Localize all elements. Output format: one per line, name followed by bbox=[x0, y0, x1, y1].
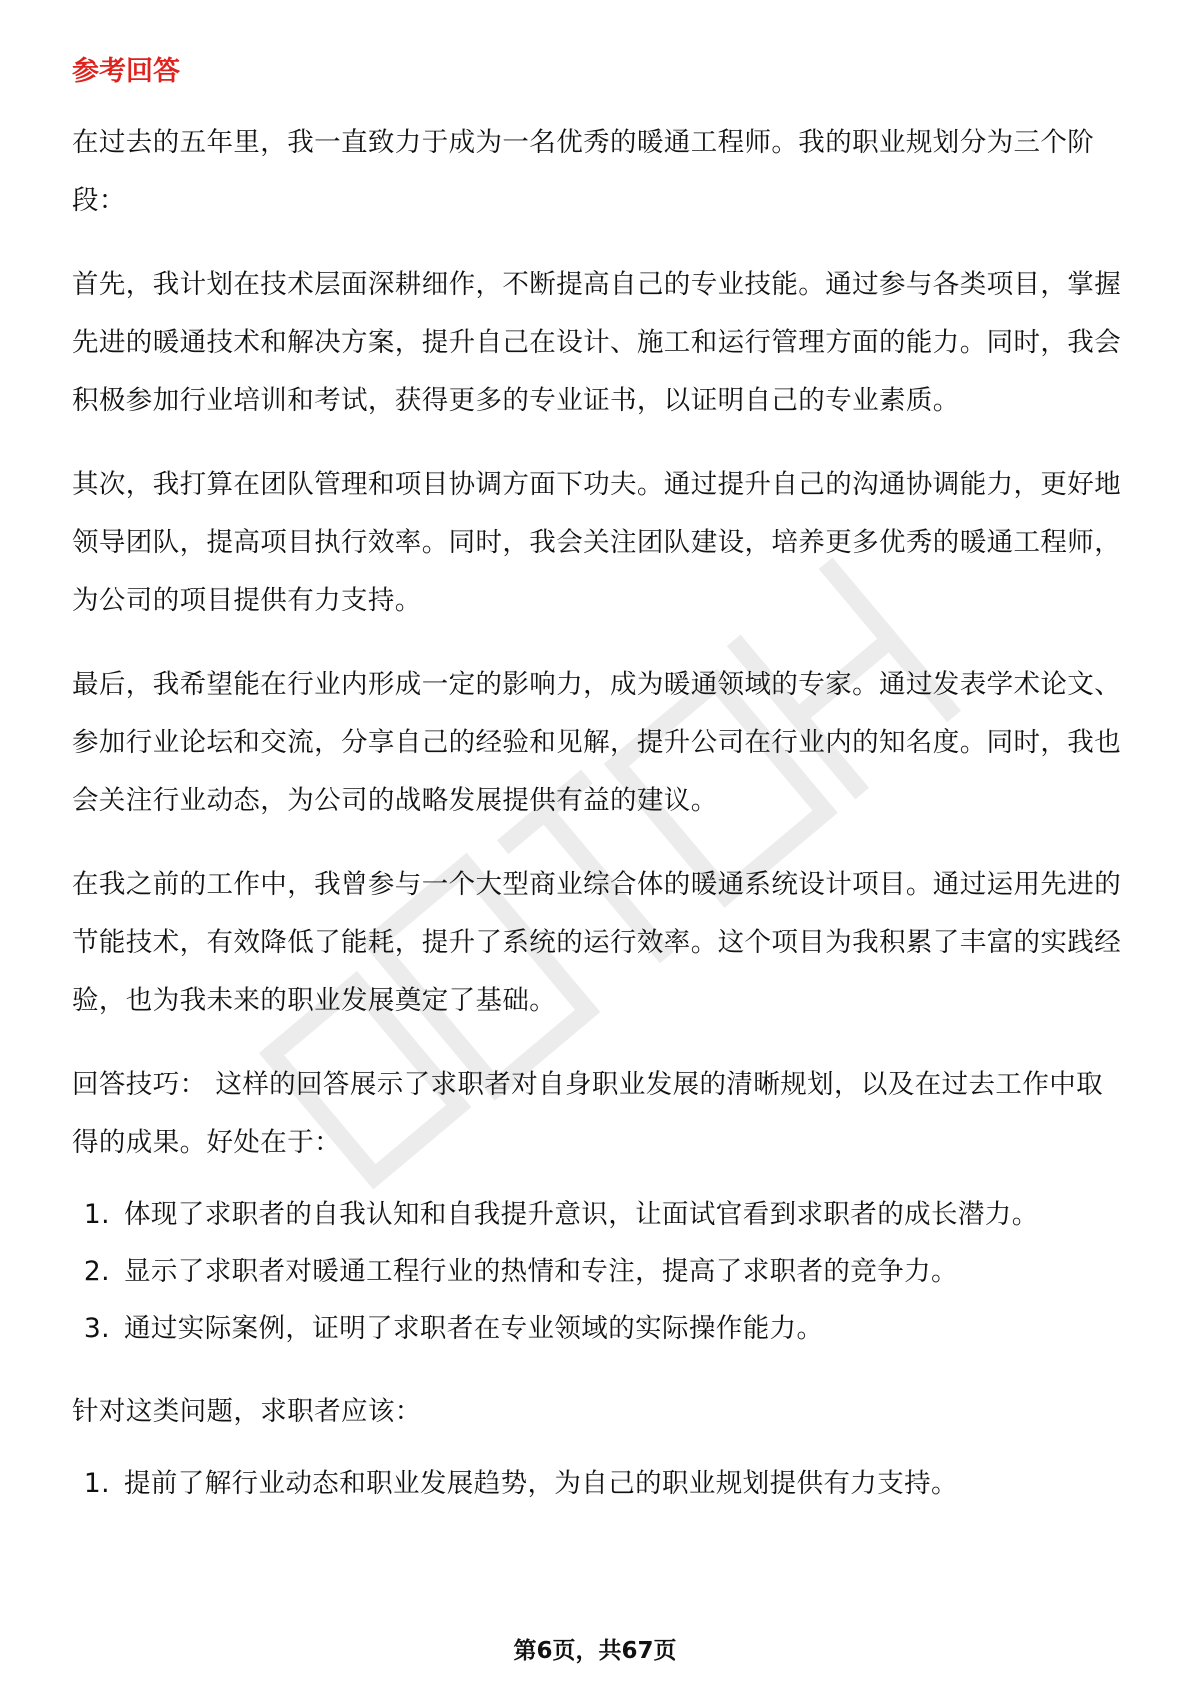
paragraph-stage-1: 首先，我计划在技术层面深耕细作，不断提高自己的专业技能。通过参与各类项目，掌握先进的暖通技术和解决方案，提升自己在设计、施工和运行管理方面的能力。同时，我会积极参加行业培训和考试，获得更多的专业证书，以证明自己的专业素质。 bbox=[72, 269, 1122, 416]
page-number: 第6页，共67页 bbox=[513, 1638, 677, 1664]
list-item bbox=[72, 1300, 1122, 1357]
list-item bbox=[72, 1455, 1122, 1512]
list-text: 提前了解行业动态和职业发展趋势，为自己的职业规划提供有力支持。 bbox=[124, 1468, 958, 1499]
document-body bbox=[72, 52, 1122, 1538]
list-item bbox=[72, 1186, 1122, 1243]
list-text: 显示了求职者对暖通工程行业的热情和专注，提高了求职者的竞争力。 bbox=[124, 1256, 958, 1287]
paragraph-stage-2: 其次，我打算在团队管理和项目协调方面下功夫。通过提升自己的沟通协调能力，更好地领导团队，提高项目执行效率。同时，我会关注团队建设，培养更多优秀的暖通工程师，为公司的项目提供有力支持。 bbox=[72, 469, 1122, 616]
list-number: 2. bbox=[83, 1256, 110, 1287]
paragraph-intro: 在过去的五年里，我一直致力于成为一名优秀的暖通工程师。我的职业规划分为三个阶段： bbox=[72, 127, 1095, 216]
list-number: 1. bbox=[83, 1199, 110, 1230]
list-item bbox=[72, 1243, 1122, 1300]
paragraph-stage-3: 最后，我希望能在行业内形成一定的影响力，成为暖通领域的专家。通过发表学术论文、参加行业论坛和交流，分享自己的经验和见解，提升公司在行业内的知名度。同时，我也会关注行业动态，为公司的战略发展提供有益的建议。 bbox=[72, 669, 1122, 816]
paragraph-experience: 在我之前的工作中，我曾参与一个大型商业综合体的暖通系统设计项目。通过运用先进的节能技术，有效降低了能耗，提升了系统的运行效率。这个项目为我积累了丰富的实践经验，也为我未来的职业发展奠定了基础。 bbox=[72, 869, 1122, 1016]
paragraph-advice-heading: 针对这类问题，求职者应该： bbox=[72, 1396, 422, 1427]
advice-list bbox=[72, 1455, 1122, 1512]
section-title: 参考回答 bbox=[72, 56, 180, 87]
paragraph-tips: 回答技巧： 这样的回答展示了求职者对自身职业发展的清晰规划，以及在过去工作中取得的成果。好处在于： bbox=[72, 1069, 1104, 1158]
list-number: 3. bbox=[83, 1313, 110, 1344]
list-number: 1. bbox=[83, 1468, 110, 1499]
benefits-list bbox=[72, 1186, 1122, 1357]
list-text: 体现了求职者的自我认知和自我提升意识，让面试官看到求职者的成长潜力。 bbox=[124, 1199, 1039, 1230]
list-text: 通过实际案例，证明了求职者在专业领域的实际操作能力。 bbox=[124, 1313, 824, 1344]
